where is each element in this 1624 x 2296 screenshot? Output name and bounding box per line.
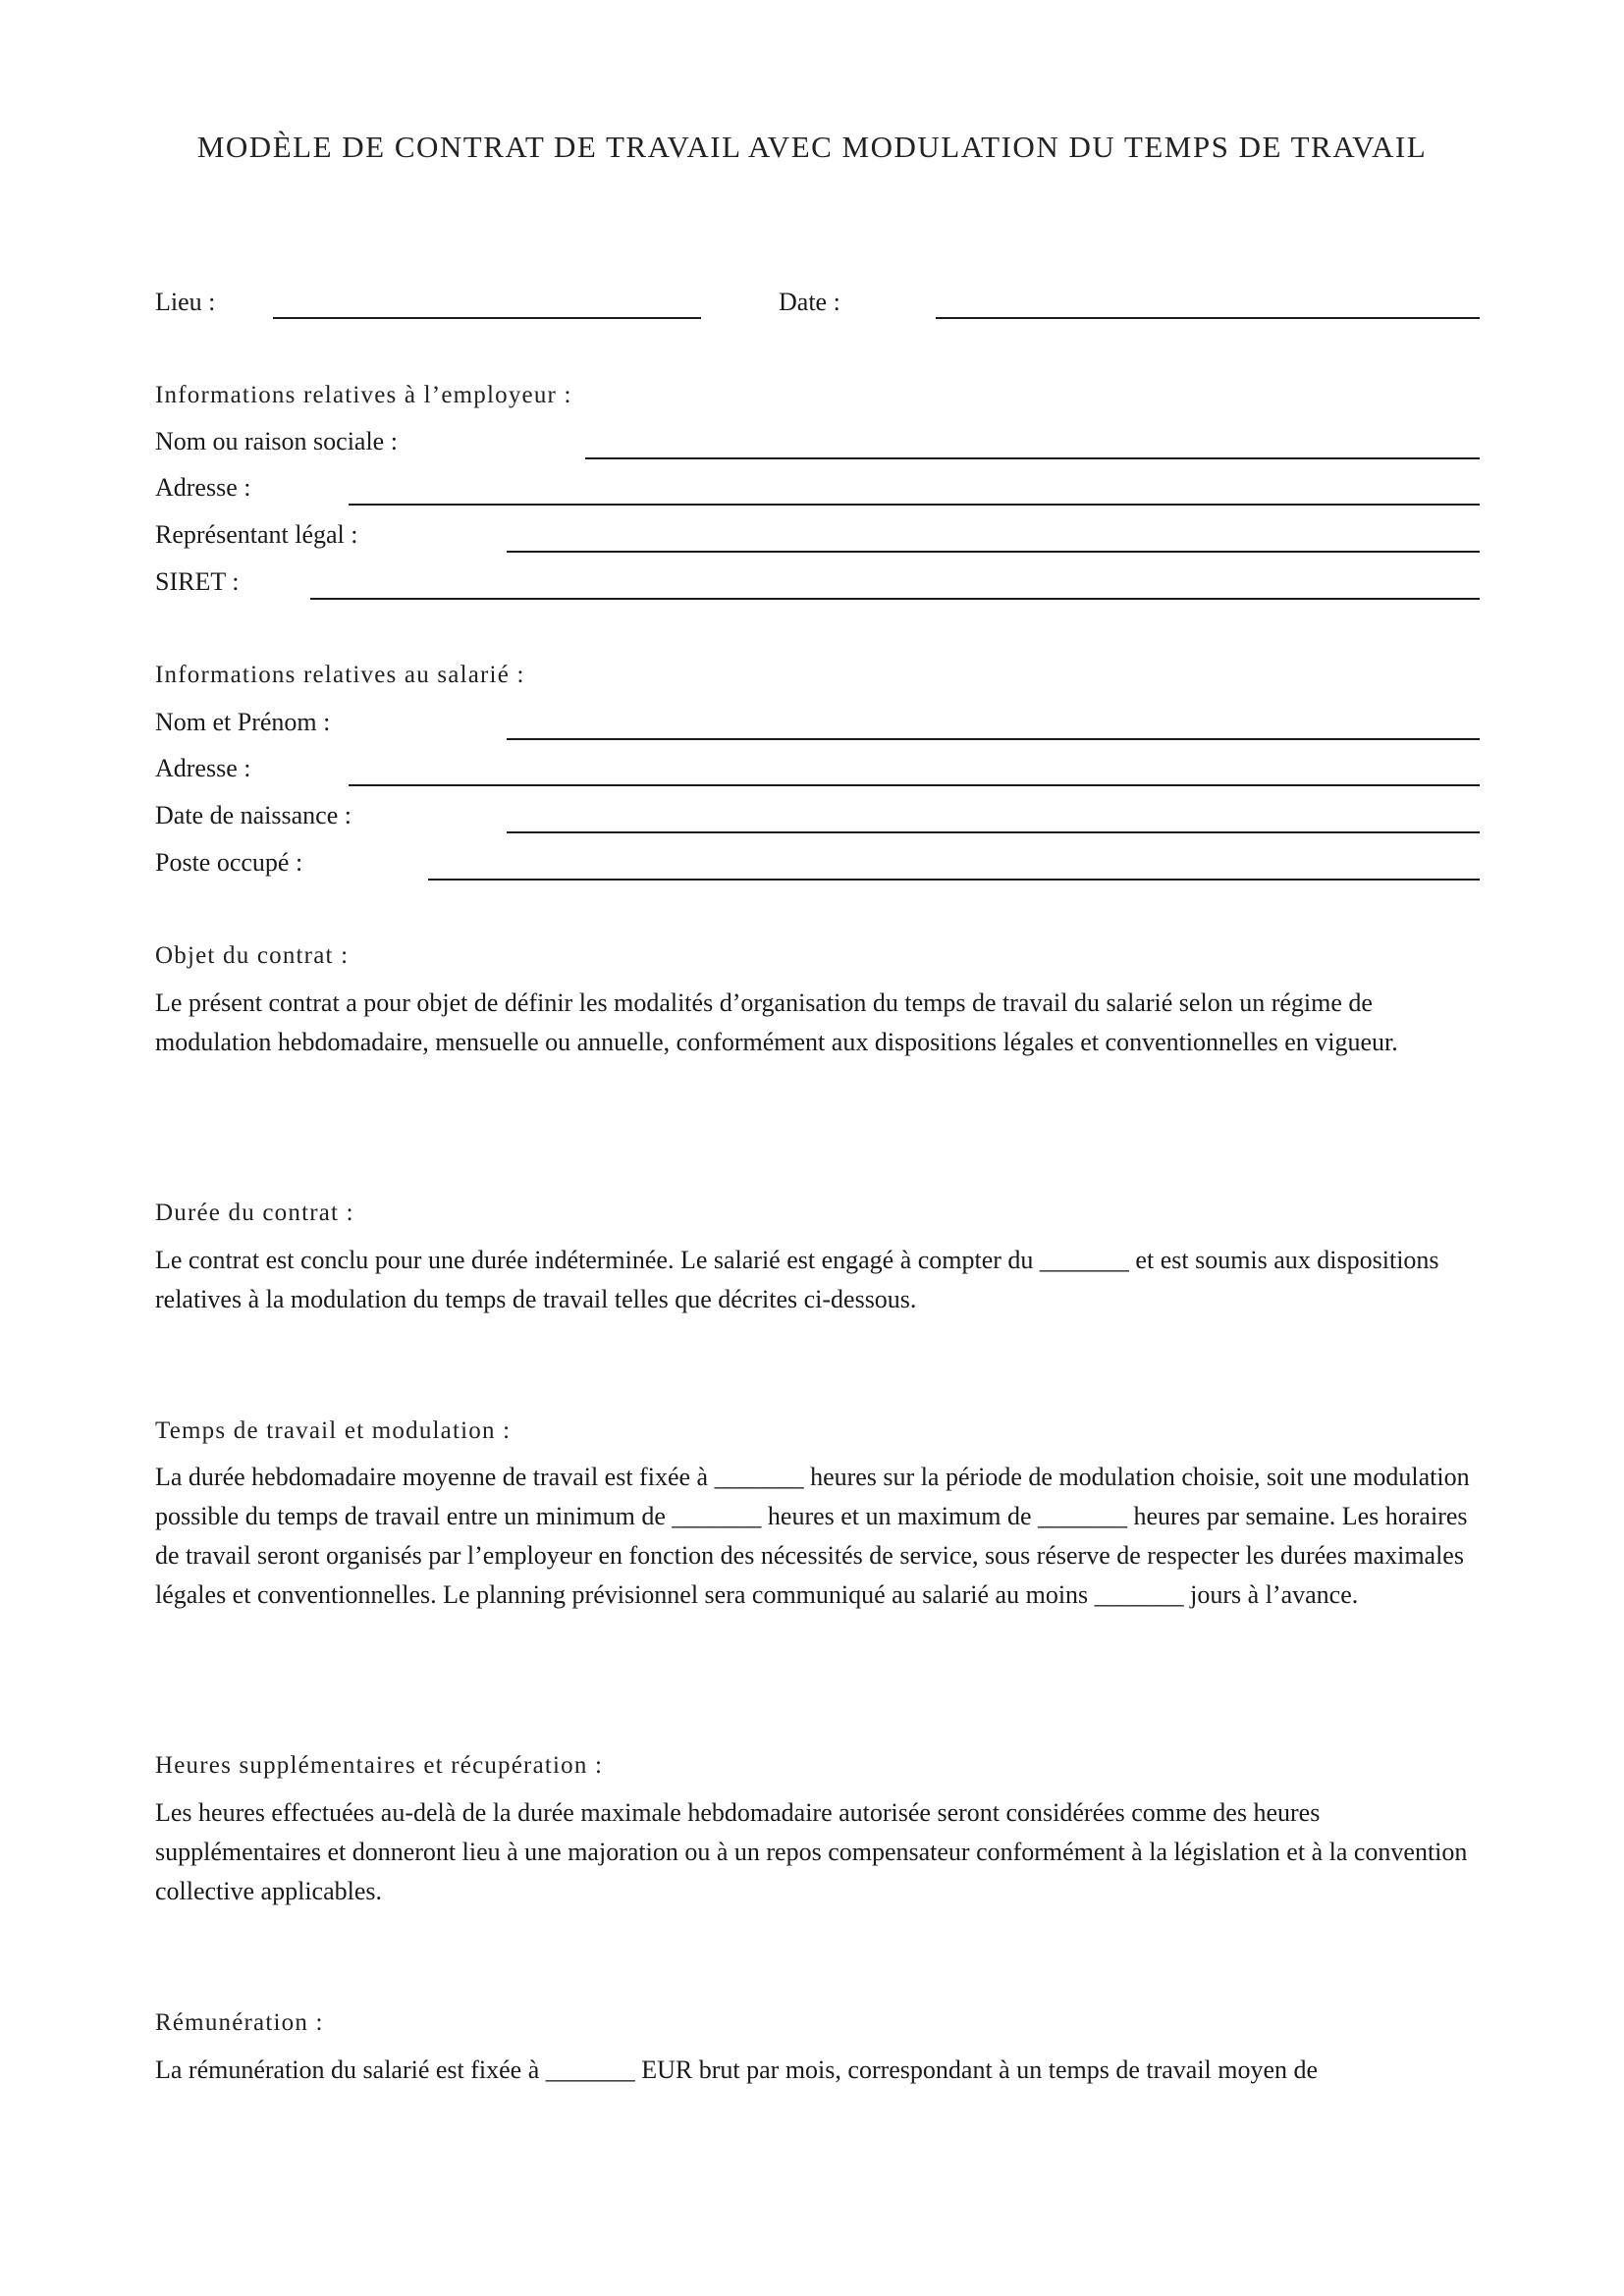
employee-address-field[interactable]	[349, 784, 1480, 786]
employer-siret-label: SIRET :	[155, 567, 240, 596]
objet-text: Le présent contrat a pour objet de définir les modalités d’organisation du temps de travail du salarié selon un régime de modulation hebdomadaire, mensuelle ou annuelle, conformément aux dispositions légales et conventionnelles en vigueur.	[155, 988, 1398, 1056]
employer-heading: Informations relatives à l’employeur :	[155, 382, 572, 408]
date-field[interactable]	[936, 317, 1480, 319]
remuneration-heading: Rémunération :	[155, 2009, 324, 2036]
heures-sup-text: Les heures effectuées au-delà de la durée maximale hebdomadaire autorisée seront considérées comme des heures supplémentaires et donneront lieu à une majoration ou à un repos compensateur conformément à la législation et à la convention collective applicables.	[155, 1798, 1468, 1905]
temps-text: La durée hebdomadaire moyenne de travail est fixée à _______ heures sur la période de modulation choisie, soit une modulation possible du temps de travail entre un minimum de _______ heures et un maximum de _______ heures par semaine. Les horaires de travail seront organisés par l’employeur en fonction des nécessités de service, sous réserve de respecter les durées maximales légales et conventionnelles. Le planning prévisionnel sera communiqué au salarié au moins _______ jours à l’avance.	[155, 1463, 1470, 1609]
employer-siret-field[interactable]	[310, 598, 1480, 600]
duree-heading: Durée du contrat :	[155, 1200, 354, 1226]
employee-birthdate-field[interactable]	[507, 831, 1480, 833]
temps-heading: Temps de travail et modulation :	[155, 1417, 512, 1444]
employer-name-field[interactable]	[585, 457, 1480, 459]
lieu-field[interactable]	[273, 317, 701, 319]
lieu-label: Lieu :	[155, 288, 216, 316]
employee-position-field[interactable]	[428, 879, 1480, 881]
employee-heading: Informations relatives au salarié :	[155, 662, 525, 688]
date-label: Date :	[779, 288, 840, 316]
employer-legal-rep-field[interactable]	[507, 551, 1480, 553]
employer-legal-rep-label: Représentant légal :	[155, 520, 358, 549]
employee-name-label: Nom et Prénom :	[155, 708, 331, 736]
employer-address-field[interactable]	[349, 504, 1480, 506]
objet-heading: Objet du contrat :	[155, 942, 350, 969]
employee-address-label: Adresse :	[155, 754, 251, 782]
remuneration-text: La rémunération du salarié est fixée à _______ EUR brut par mois, correspondant à un temps de travail moyen de	[155, 2056, 1319, 2084]
employer-address-label: Adresse :	[155, 473, 251, 502]
heures-sup-heading: Heures supplémentaires et récupération :	[155, 1752, 604, 1779]
duree-text: Le contrat est conclu pour une durée indéterminée. Le salarié est engagé à compter du _______ et est soumis aux dispositions relatives à la modulation du temps de travail telles que décrites ci-dessous.	[155, 1246, 1439, 1313]
employee-name-field[interactable]	[507, 738, 1480, 740]
employer-name-label: Nom ou raison sociale :	[155, 427, 398, 455]
employee-position-label: Poste occupé :	[155, 848, 303, 877]
employee-birthdate-label: Date de naissance :	[155, 801, 352, 829]
document-title: MODÈLE DE CONTRAT DE TRAVAIL AVEC MODULATION DU TEMPS DE TRAVAIL	[196, 130, 1428, 164]
